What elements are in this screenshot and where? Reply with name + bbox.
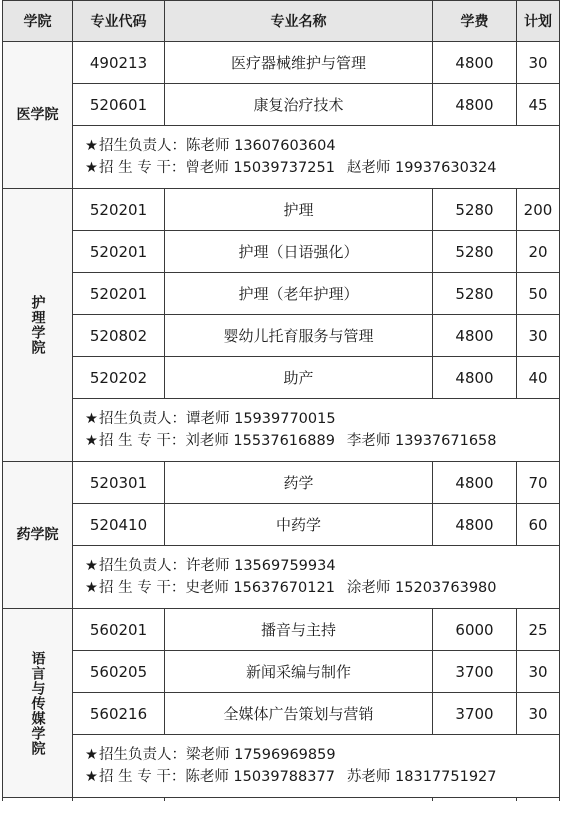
contact-lead-line [85,744,559,766]
star-icon: ★ [85,411,98,427]
major-name-cell: 护理（老年护理） [165,273,433,315]
staff-label: 招 生 专 干： [99,769,186,785]
major-name-cell: 药学 [165,462,433,504]
lead-contact: 梁老师 17596969859 [186,747,336,763]
staff-contact-1: 史老师 15637670121 [185,580,335,596]
contact-lead-line [85,408,559,430]
lead-contact: 谭老师 15939770015 [186,411,336,427]
major-row [3,357,560,399]
staff-contact-2: 李老师 13937671658 [346,433,497,449]
tail-cell [3,798,73,802]
star-icon: ★ [85,138,98,154]
major-code-cell: 520202 [73,357,165,399]
major-name-cell: 播音与主持 [165,609,433,651]
college-name-cell: 护理学院 [3,189,73,462]
major-row [3,189,560,231]
major-fee-cell: 4800 [433,42,517,84]
contact-cell [73,126,560,189]
lead-contact: 许老师 13569759934 [186,558,336,574]
major-plan-cell: 30 [517,693,560,735]
major-row [3,693,560,735]
major-plan-cell: 20 [517,231,560,273]
contact-row [3,546,560,609]
major-code-cell: 560201 [73,609,165,651]
major-fee-cell: 5280 [433,189,517,231]
tail-cell [433,798,517,802]
contact-staff-line [85,577,559,599]
star-icon: ★ [85,160,98,176]
staff-contact-2: 赵老师 19937630324 [346,160,497,176]
major-row [3,609,560,651]
major-plan-cell: 30 [517,651,560,693]
table-body [3,42,560,802]
major-code-cell: 520601 [73,84,165,126]
major-plan-cell: 30 [517,42,560,84]
major-code-cell: 490213 [73,42,165,84]
contact-staff-line [85,157,559,179]
major-plan-cell: 50 [517,273,560,315]
star-icon: ★ [85,769,98,785]
major-row [3,84,560,126]
header-school: 学院 [3,1,73,42]
major-fee-cell: 3700 [433,693,517,735]
contact-row [3,126,560,189]
major-plan-cell: 30 [517,315,560,357]
contact-staff-line [85,430,559,452]
major-name-cell: 中药学 [165,504,433,546]
major-fee-cell: 5280 [433,231,517,273]
major-code-cell: 520201 [73,231,165,273]
major-fee-cell: 4800 [433,462,517,504]
major-fee-cell: 4800 [433,315,517,357]
major-name-cell: 全媒体广告策划与营销 [165,693,433,735]
major-code-cell: 520201 [73,189,165,231]
major-row [3,504,560,546]
contact-cell [73,735,560,798]
staff-contact-2: 涂老师 15203763980 [346,580,497,596]
contact-lead-line [85,555,559,577]
contact-cell [73,399,560,462]
contact-cell [73,546,560,609]
major-fee-cell: 6000 [433,609,517,651]
lead-label: 招生负责人： [99,138,186,154]
contact-row [3,399,560,462]
tail-cell [165,798,433,802]
header-fee: 学费 [433,1,517,42]
staff-contact-1: 陈老师 15039788377 [185,769,335,785]
major-fee-cell: 5280 [433,273,517,315]
major-code-cell: 520410 [73,504,165,546]
college-name-cell: 医学院 [3,42,73,189]
major-code-cell: 560216 [73,693,165,735]
staff-label: 招 生 专 干： [99,160,186,176]
staff-contact-2: 苏老师 18317751927 [346,769,497,785]
staff-contact-1: 刘老师 15537616889 [185,433,335,449]
header-row [3,1,560,42]
star-icon: ★ [85,747,98,763]
major-name-cell: 医疗器械维护与管理 [165,42,433,84]
tail-cell [73,798,165,802]
major-plan-cell: 200 [517,189,560,231]
major-fee-cell: 4800 [433,357,517,399]
major-row [3,42,560,84]
college-name-cell: 药学院 [3,462,73,609]
major-fee-cell: 4800 [433,504,517,546]
major-name-cell: 护理 [165,189,433,231]
star-icon: ★ [85,558,98,574]
major-name-cell: 康复治疗技术 [165,84,433,126]
tail-cell [517,798,560,802]
major-row [3,315,560,357]
header-plan: 计划 [517,1,560,42]
major-row [3,273,560,315]
major-code-cell: 520301 [73,462,165,504]
star-icon: ★ [85,580,98,596]
star-icon: ★ [85,433,98,449]
major-row [3,651,560,693]
major-code-cell: 520201 [73,273,165,315]
major-fee-cell: 3700 [433,651,517,693]
table-tail-row [3,798,560,802]
header-name: 专业名称 [165,1,433,42]
contact-lead-line [85,135,559,157]
major-name-cell: 护理（日语强化） [165,231,433,273]
contact-staff-line [85,766,559,788]
major-name-cell: 婴幼儿托育服务与管理 [165,315,433,357]
enrollment-table [2,0,560,801]
major-plan-cell: 70 [517,462,560,504]
lead-label: 招生负责人： [99,558,186,574]
major-plan-cell: 25 [517,609,560,651]
major-plan-cell: 60 [517,504,560,546]
major-name-cell: 新闻采编与制作 [165,651,433,693]
college-name-cell: 语言与传媒学院 [3,609,73,798]
major-code-cell: 520802 [73,315,165,357]
header-code: 专业代码 [73,1,165,42]
lead-label: 招生负责人： [99,747,186,763]
major-row [3,462,560,504]
major-code-cell: 560205 [73,651,165,693]
staff-contact-1: 曾老师 15039737251 [185,160,335,176]
staff-label: 招 生 专 干： [99,433,186,449]
major-plan-cell: 45 [517,84,560,126]
major-row [3,231,560,273]
major-plan-cell: 40 [517,357,560,399]
major-name-cell: 助产 [165,357,433,399]
lead-label: 招生负责人： [99,411,186,427]
staff-label: 招 生 专 干： [99,580,186,596]
lead-contact: 陈老师 13607603604 [186,138,336,154]
major-fee-cell: 4800 [433,84,517,126]
contact-row [3,735,560,798]
